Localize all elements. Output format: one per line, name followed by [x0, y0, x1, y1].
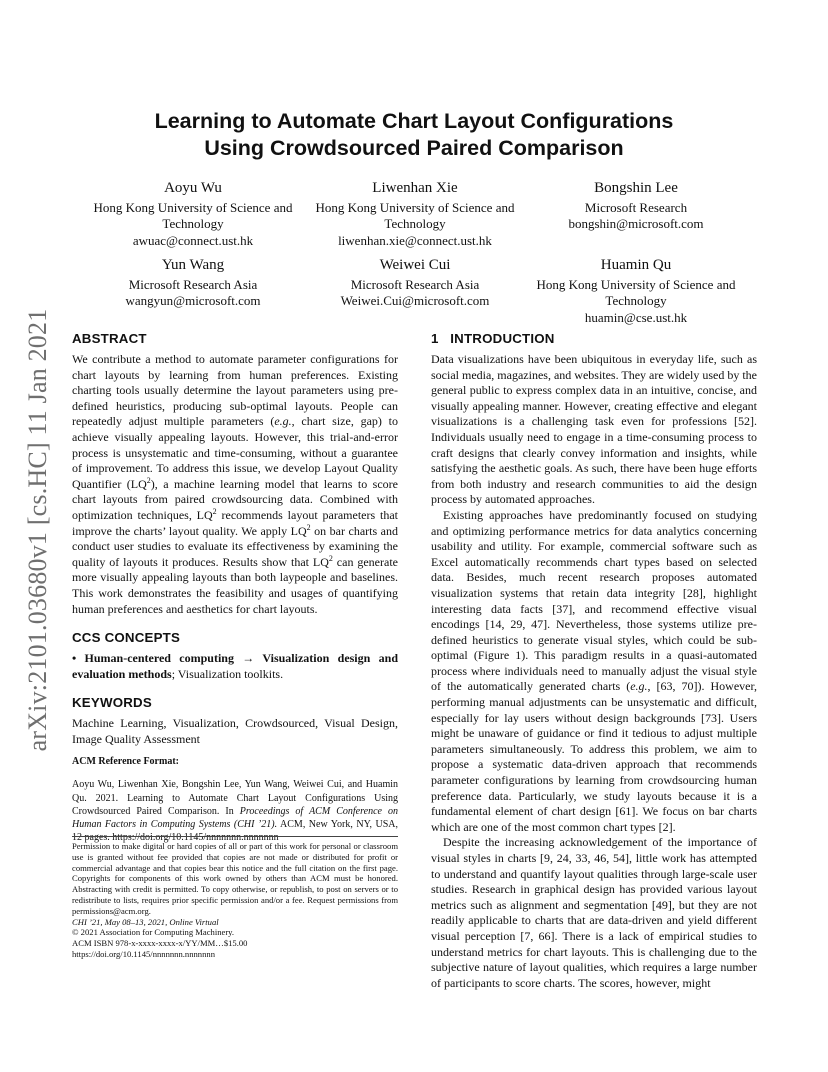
paper-title	[110, 108, 718, 162]
copyright-footnote	[72, 836, 398, 960]
isbn-line: ACM ISBN 978-x-xxxx-xxxx-x/YY/MM…$15.00	[72, 938, 248, 949]
ccs-text: • Human-centered computing → Visualization design and evaluation methods; Visualization toolkits.	[72, 651, 398, 681]
intro-paragraph-1: Data visualizations have been ubiquitous in everyday life, such as social media, magazines, and websites. They are widely used by the general public to express complex data in an intuitive, concise, and visually appealing manner. However, creating effective and elegant visualizations is a challenging task even for professions [52]. Individuals usually need to engage in a time-consuming process to craft designs that clearly convey information and insights, while satisfying the aesthetic goals. As such, there have been huge efforts from both industry and research communities to aid the design process by automated approaches.	[431, 352, 758, 507]
author-name: Liwenhan Xie	[372, 180, 458, 196]
author-name: Huamin Qu	[600, 257, 672, 273]
conference-line: CHI ’21, May 08–13, 2021, Online Virtual	[72, 916, 219, 927]
author-block-6	[516, 256, 756, 326]
abstract-heading: ABSTRACT	[72, 331, 147, 346]
author-affiliation: Hong Kong University of Science and	[536, 277, 736, 292]
right-column	[431, 330, 757, 991]
author-affiliation: Technology	[162, 216, 224, 232]
keywords-text: Machine Learning, Visualization, Crowdsourced, Visual Design, Image Quality Assessment	[72, 716, 398, 746]
author-name: Yun Wang	[161, 257, 225, 273]
author-block-3	[516, 179, 756, 233]
intro-paragraph-2: Existing approaches have predominantly focused on studying and optimizing performance metrics for data analytics concerning usability and utility. For example, commercial software such as Excel automatically recommends chart types based on selected data. Besides, much recent research proposes automated visualization systems that retain data integrity [28], highlight interesting data facts [37], and recommend effective visual encodings [14, 29, 47]. Nevertheless, those systems utilize pre-defined heuristics to generate visual styles, which could be sub-optimal (Figure 1). This paradigm results in a quasi-automated process where individuals need to manually adjust the visual style of the automatically generated charts (e.g., [63, 70]). However, performing manual adjustments can be unsystematic and difficult, especially for lay users without design backgrounds [73]. Users might be unaware of guidance or find it tedious to adjust multiple parameters simultaneously. To address this problem, we aim to propose a systematic data-driven approach that recommends parameter configurations by learning from crowdsourcing human preference data. Particularly, we study layouts because it is a fundamental element of chart design [61]. We focus on bar charts which are one of the most common chart types [2].	[431, 507, 757, 834]
author-affiliation: Hong Kong University of Science and	[93, 200, 293, 215]
author-affiliation: Technology	[605, 293, 667, 309]
author-name: Aoyu Wu	[164, 180, 222, 196]
acm-reference-text: Aoyu Wu, Liwenhan Xie, Bongshin Lee, Yun Wang, Weiwei Cui, and Huamin Qu. 2021. Learning to Automate Chart Layout Configurations Using Crowdsourced Paired Comparison. In Proceedings of ACM Conference on Human Factors in Computing Systems (CHI ’21). ACM, New York, NY, USA, 12 pages. https://doi.org/10.1145/nnnnnnn.nnnnnnn	[72, 779, 398, 844]
author-name: Bongshin Lee	[594, 180, 678, 196]
author-name: Weiwei Cui	[379, 257, 451, 273]
arxiv-identifier	[18, 290, 58, 770]
author-block-4	[73, 256, 313, 310]
arxiv-identifier-text: arXiv:2101.03680v1 [cs.HC] 11 Jan 2021	[23, 308, 52, 752]
author-affiliation: Microsoft Research Asia	[128, 277, 258, 292]
acm-reference-heading: ACM Reference Format:	[72, 756, 179, 768]
ccs-heading: CCS CONCEPTS	[72, 630, 181, 646]
doi-line: https://doi.org/10.1145/nnnnnnn.nnnnnnn	[72, 948, 215, 959]
author-affiliation: Hong Kong University of Science and	[315, 200, 515, 215]
author-email: bongshin@microsoft.com	[568, 216, 704, 232]
title-line-2: Using Crowdsourced Paired Comparison	[204, 136, 624, 160]
author-block-5	[295, 256, 535, 310]
author-email: Weiwei.Cui@microsoft.com	[340, 293, 490, 309]
author-block-2	[295, 179, 535, 249]
title-line-1: Learning to Automate Chart Layout Configurations	[154, 109, 674, 133]
intro-paragraph-3: Despite the increasing acknowledgement of the importance of visual styles in charts [9, 24, 33, 46, 54], little work has attempted to understand and quantify layout qualities through large-scale user studies. Research in graphical design has provided various layout metrics such as alignment and segmentation [49], but they are not readily applicable to charts that are data-driven and yield different visual perception [7, 66]. There is a lack of empirical studies to understand metrics for chart layouts. This is challenging due to the subjective nature of layout qualities, which requires a large number of participants to score charts. The scores, however, might	[431, 835, 757, 990]
author-email: awuac@connect.ust.hk	[132, 232, 254, 248]
permission-notice: Permission to make digital or hard copies of all or part of this work for personal or classroom use is granted without fee provided that copies are not made or distributed for profit or commercial advantage and that copies bear this notice and the full citation on the first page. Copyrights for components of this work owned by others than ACM must be honored. Abstracting with credit is permitted. To copy otherwise, or republish, to post on servers or to redistribute to lists, requires prior specific permission and/or a fee. Request permissions from permissions@acm.org.	[72, 841, 398, 916]
abstract-text: We contribute a method to automate parameter configurations for chart layouts by learning from human preferences. Existing charting tools usually determine the layout parameters using pre-defined heuristics, producing sub-optimal layouts. People can repeatedly adjust multiple parameters (e.g., chart size, gap) to achieve visually appealing layouts. However, this trial-and-error process is unsystematic and time-consuming, without a guarantee of improvement. To address this issue, we develop Layout Quality Quantifier $(LQ^2)$, a machine learning model that learns to score chart layouts from paired crowdsourcing data. Combined with optimization techniques, $LQ^2$ recommends layout parameters that improve the charts’ layout quality. We apply $LQ^2$ on bar charts and conduct user studies to evaluate its effectiveness by examining the quality of layouts it produces. Results show that $LQ^2$ can generate more visually appealing layouts than both laypeople and baselines. This work demonstrates the feasibility and usages of quantifying human preferences and aesthetics for chart layouts.	[72, 352, 399, 616]
author-affiliation: Technology	[384, 216, 446, 232]
author-email: wangyun@microsoft.com	[125, 293, 261, 309]
introduction-heading: 1 INTRODUCTION	[431, 331, 555, 346]
author-block-1	[73, 179, 313, 249]
author-email: huamin@cse.ust.hk	[584, 309, 688, 325]
author-email: liwenhan.xie@connect.ust.hk	[338, 232, 492, 248]
author-affiliation: Microsoft Research	[584, 200, 688, 215]
keywords-heading: KEYWORDS	[72, 695, 152, 711]
author-affiliation: Microsoft Research Asia	[350, 277, 480, 292]
copyright-line: © 2021 Association for Computing Machinery.	[72, 927, 235, 938]
left-column	[72, 330, 398, 854]
